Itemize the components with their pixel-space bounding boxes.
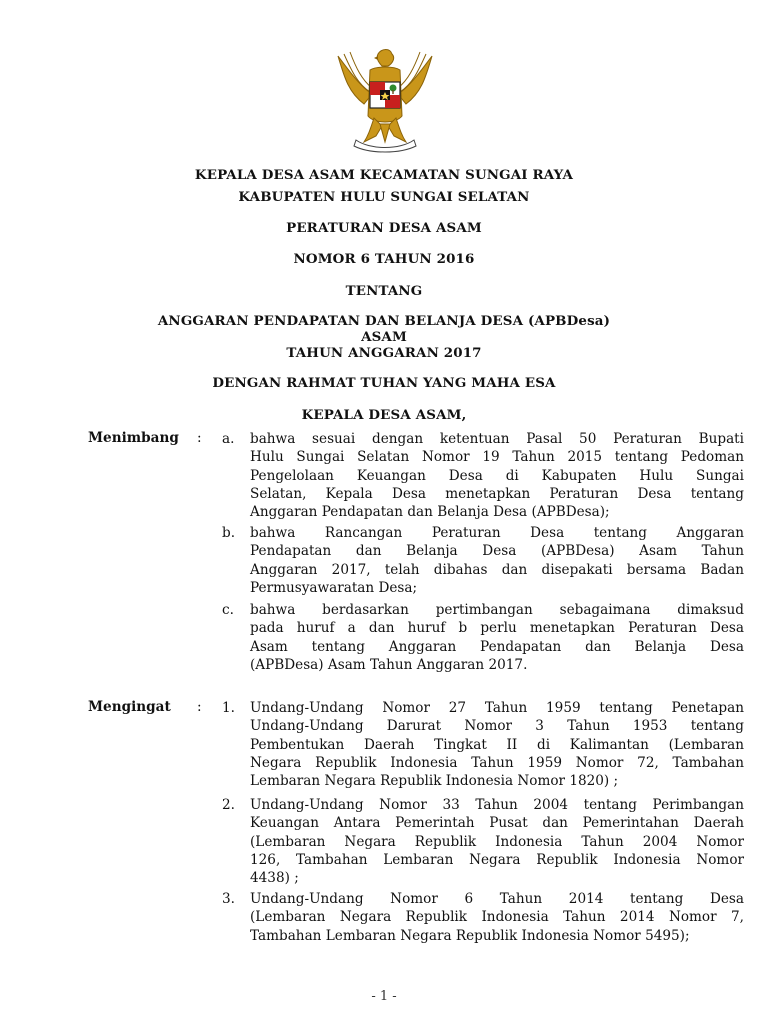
text-line: bahwa berdasarkan pertimbangan sebagaimana dimaksud (250, 602, 744, 618)
text-line: 126, Tambahan Lembaran Negara Republik Indonesia Nomor (250, 851, 744, 868)
text-line: Undang-Undang Darurat Nomor 3 Tahun 1953 tentang (250, 718, 744, 735)
text-line: Lembaran Negara Republik Indonesia Nomor 1820) ; (250, 773, 619, 790)
text-line: Tambahan Lembaran Negara Republik Indonesia Nomor 5495); (250, 927, 690, 944)
heading-village-head: KEPALA DESA ASAM KECAMATAN SUNGAI RAYA (194, 167, 574, 183)
item-marker: a. (222, 431, 235, 447)
text-line: bahwa sesuai dengan ketentuan Pasal 50 Peraturan Bupati (250, 431, 744, 447)
text-line: (APBDesa) Asam Tahun Anggaran 2017. (250, 656, 528, 673)
heading-number: NOMOR 6 TAHUN 2016 (293, 251, 475, 267)
text-line: 4438) ; (250, 870, 299, 887)
text-line: Selatan, Kepala Desa menetapkan Peraturan Desa tentang (250, 485, 744, 502)
heading-subject (0, 313, 768, 361)
text-line: Pembentukan Daerah Tingkat II di Kalimantan (Lembaran (250, 736, 744, 753)
text-line: Undang-Undang Nomor 6 Tahun 2014 tentang Desa (250, 891, 744, 907)
text-line: Undang-Undang Nomor 27 Tahun 1959 tentang Penetapan (250, 700, 744, 716)
text-line: Asam tentang Anggaran Pendapatan dan Belanja Desa (250, 638, 744, 655)
heading-regulation: PERATURAN DESA ASAM (286, 220, 482, 236)
heading-grace: DENGAN RAHMAT TUHAN YANG MAHA ESA (212, 375, 556, 391)
heading-regency: KABUPATEN HULU SUNGAI SELATAN (238, 189, 530, 205)
item-marker: 1. (222, 700, 235, 716)
text-line: Undang-Undang Nomor 33 Tahun 2004 tentang Perimbangan (250, 797, 744, 813)
menimbang-label: Menimbang (88, 430, 179, 446)
text-line: Anggaran 2017, telah dibahas dan disepakati bersama Badan (250, 561, 744, 578)
item-text (250, 796, 744, 887)
item-marker: 3. (222, 891, 235, 907)
text-line: Pengelolaan Keuangan Desa di Kabupaten Hulu Sungai (250, 467, 744, 484)
menimbang-colon: : (197, 430, 202, 446)
garuda-pancasila-emblem-icon (330, 46, 440, 154)
item-text (250, 890, 744, 945)
page-number: - 1 - (371, 989, 397, 1004)
heading-subject-line-1: ANGGARAN PENDAPATAN DAN BELANJA DESA (APBDesa) (157, 313, 611, 329)
text-line: Pendapatan dan Belanja Desa (APBDesa) Asam Tahun (250, 543, 744, 560)
text-line: Anggaran Pendapatan dan Belanja Desa (APBDesa); (250, 504, 610, 521)
text-line: Hulu Sungai Selatan Nomor 19 Tahun 2015 tentang Pedoman (250, 449, 744, 466)
text-line: (Lembaran Negara Republik Indonesia Tahun 2014 Nomor 7, (250, 909, 744, 926)
heading-authority: KEPALA DESA ASAM, (301, 407, 467, 423)
mengingat-label: Mengingat (88, 699, 171, 715)
text-line: Permusyawaratan Desa; (250, 579, 418, 596)
text-line: Keuangan Antara Pemerintah Pusat dan Pemerintahan Daerah (250, 815, 744, 832)
item-marker: c. (222, 602, 234, 618)
text-line: Negara Republik Indonesia Tahun 1959 Nomor 72, Tambahan (250, 754, 744, 771)
text-line: bahwa Rancangan Peraturan Desa tentang Anggaran (250, 525, 744, 541)
text-line: pada huruf a dan huruf b perlu menetapkan Peraturan Desa (250, 620, 744, 637)
item-text (250, 524, 744, 597)
item-marker: 2. (222, 797, 235, 813)
item-text (250, 601, 744, 674)
heading-subject-line-3: TAHUN ANGGARAN 2017 (286, 345, 482, 361)
heading-about: TENTANG (345, 283, 423, 299)
text-line: (Lembaran Negara Republik Indonesia Tahun 2004 Nomor (250, 833, 744, 850)
mengingat-colon: : (197, 699, 202, 715)
item-text (250, 430, 744, 521)
item-marker: b. (222, 525, 236, 541)
item-text (250, 699, 744, 790)
heading-subject-line-2: ASAM (361, 329, 407, 345)
